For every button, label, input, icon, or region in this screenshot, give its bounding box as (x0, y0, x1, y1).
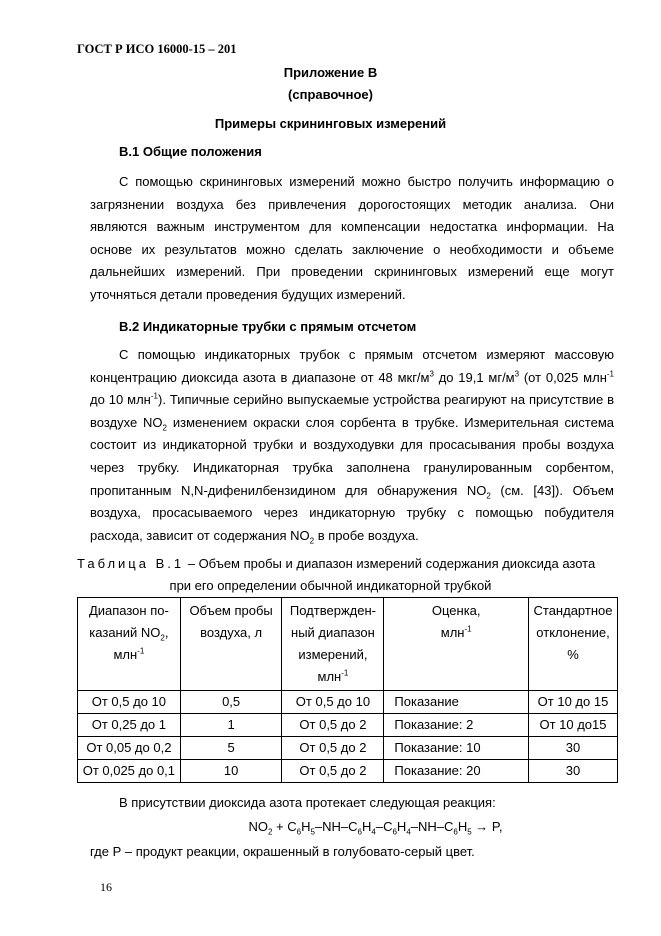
reaction-equation: $NO_2 + C_6H_5-NH-C_6H_4-C_6H_4-NH-C_6H_5 \to P$, (248, 819, 503, 837)
page-number: 16 (100, 880, 112, 894)
table-cell: От 10 до 15 (528, 691, 617, 714)
table-cell: 1 (180, 714, 282, 737)
table-caption: Таблица В.1 – Объем пробы и диапазон измерений содержания диоксида азота (77, 556, 596, 571)
measurement-table (77, 597, 618, 783)
table-cell: От 0,5 до 2 (282, 714, 384, 737)
appendix-subtitle: Примеры скрининговых измерений (214, 116, 447, 131)
table-caption-line2: при его определении обычной индикаторной трубкой (169, 578, 492, 593)
table-cell: От 0,5 до 10 (78, 691, 181, 714)
appendix-kind: (справочное) (288, 87, 373, 102)
document-code: ГОСТ Р ИСО 16000-15 – 201 (77, 42, 237, 56)
header-confirmed-range: Подтвержден-ный диапазон измерений, млн$^{-1}$ (282, 598, 384, 691)
table-cell: 0,5 (180, 691, 282, 714)
section-1-paragraph: С помощью скрининговых измерений можно быстро получить информацию о загрязнении воздуха без привлечения дорогостоящих методик анализа. Они являются важным инструментом для компенсации недостатка информации. На основе их результатов можно сделать заключение о необходимости и объеме дальнейших измерений. При проведении скрининговых измерений еще могут уточняться детали проведения будущих измерений. (90, 174, 614, 302)
header-estimate: Оценка, млн$^{-1}$ (384, 598, 529, 691)
table-row (78, 691, 618, 714)
header-std-deviation: Стандартное отклонение, % (528, 598, 617, 691)
table-cell: 30 (528, 760, 617, 783)
appendix-title: Приложение В (283, 65, 378, 80)
reaction-product-note: где Р – продукт реакции, окрашенный в голубовато-серый цвет. (90, 844, 475, 859)
section-1-heading: В.1 Общие положения (119, 144, 262, 159)
reaction-intro: В присутствии диоксида азота протекает следующая реакция: (119, 795, 496, 810)
table-cell: От 0,5 до 2 (282, 760, 384, 783)
header-sample-volume: Объем пробы воздуха, л (180, 598, 282, 691)
table-cell: От 0,05 до 0,2 (78, 737, 181, 760)
table-cell: От 0,025 до 0,1 (78, 760, 181, 783)
table-cell: Показание (384, 691, 529, 714)
table-cell: Показание: 20 (384, 760, 529, 783)
table-cell: От 0,25 до 1 (78, 714, 181, 737)
table-cell: От 0,5 до 10 (282, 691, 384, 714)
section-2-heading: В.2 Индикаторные трубки с прямым отсчетом (119, 319, 417, 334)
table-cell: От 10 до15 (528, 714, 617, 737)
section-2-paragraph: С помощью индикаторных трубок с прямым отсчетом измеряют массовую концентрацию диоксида азота в диапазоне от 48 мкг/$м^3$ до 19,1 $мг/м^3$ (от 0,025 млн$^{-1}$ до 10 млн$^{-1}$). Типичные серийно выпускаемые устройства реагируют на присутствие в воздухе $NO_2$ изменением окраски слоя сорбента в трубке. Измерительная система состоит из индикаторной трубки и воздуходувки для просасывания пробы воздуха через трубку. Индикаторная трубка заполнена гранулированным сорбентом, пропитанным N,N-дифенилбензидином для обнаружения $NO_2$ (см. [43]). Объем воздуха, просасываемого через индикаторную трубку с помощью побудителя расхода, зависит от содержания $NO_2$ в пробе воздуха. (90, 347, 615, 546)
table-cell: Показание: 2 (384, 714, 529, 737)
table-cell: 5 (180, 737, 282, 760)
table-cell: От 0,5 до 2 (282, 737, 384, 760)
table-cell: Показание: 10 (384, 737, 529, 760)
table-cell: 30 (528, 737, 617, 760)
table-row (78, 737, 618, 760)
header-range-readings: Диапазон по-казаний $NO_2$, млн$^{-1}$ (78, 598, 181, 691)
table-row (78, 714, 618, 737)
table-header-row (78, 598, 618, 691)
table-row (78, 760, 618, 783)
table-cell: 10 (180, 760, 282, 783)
